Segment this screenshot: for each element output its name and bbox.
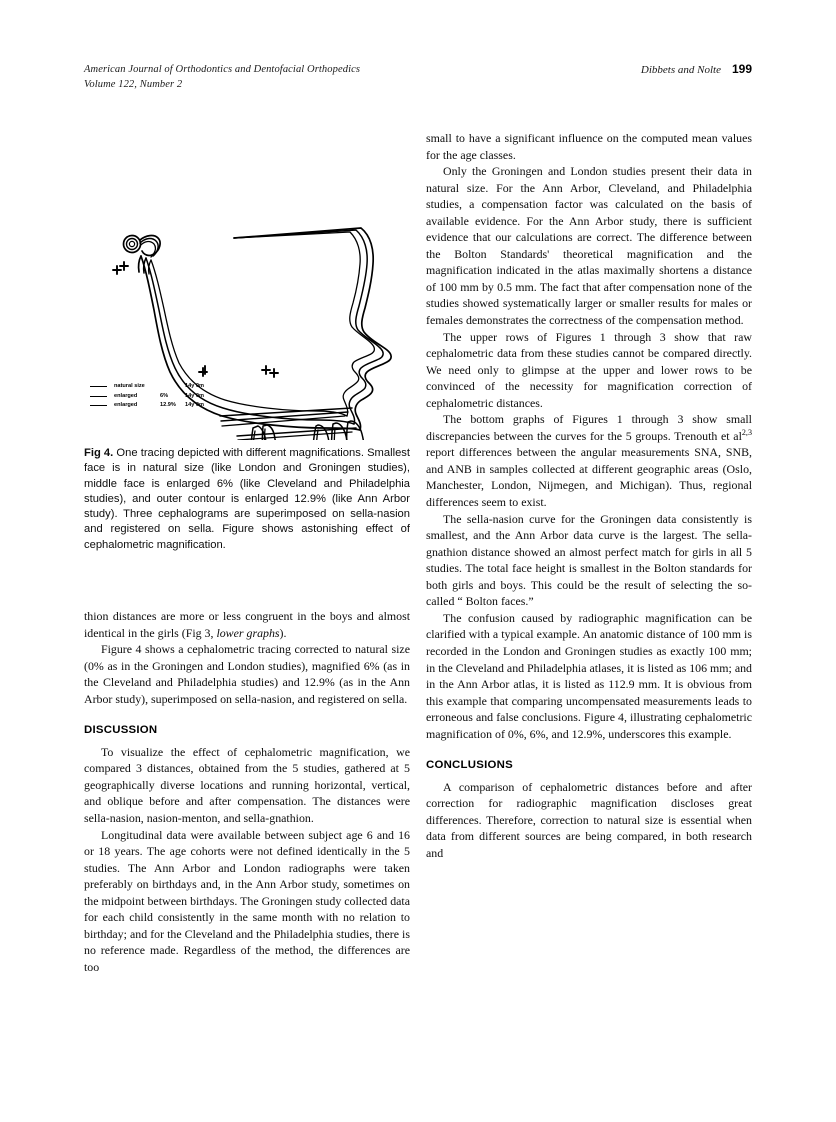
paragraph-continued-end: ).: [279, 625, 287, 640]
running-head: [84, 62, 752, 96]
maxillary-posterior-teeth: [313, 421, 364, 440]
paragraph-bottom-graphs-part2: report differences between the angular measurements SNA, SNB, and ANB in samples collected at different geographic areas (Oslo, Manchester, London, Nijmegen, and Michigan). Thus, regional differences seem to exist.: [426, 445, 752, 510]
conclusions-heading: CONCLUSIONS: [426, 759, 513, 772]
paragraph-discussion-1: To visualize the effect of cephalometric magnification, we compared 3 distances, obtained from the 5 studies, gathered at 5 geographically diverse locations and running horizontal, vertical, and oblique before and after compensation. The distances were sella-nasion, nasion-menton, and sella-gnathion.: [84, 744, 410, 826]
legend-label: enlarged: [114, 392, 138, 399]
legend-item: [90, 401, 204, 411]
discussion-heading: DISCUSSION: [84, 724, 158, 737]
figure-4: [84, 140, 410, 553]
legend-percent: 12.9%: [160, 402, 176, 409]
legend-item: [90, 392, 204, 402]
paragraph-figure4: Figure 4 shows a cephalometric tracing corrected to natural size (0% as in the Groningen and London studies), magnified 6% (as in the Cleveland and Philadelphia studies) and 12.9% (as in the Ann Arbor study), superimposed on sella-nasion, and registered on sella.: [84, 642, 410, 706]
legend-line-swatch: [90, 396, 107, 397]
paragraph-bottom-graphs: [426, 411, 752, 510]
legend-line-swatch: [90, 386, 107, 387]
journal-title-line1: American Journal of Orthodontics and Dentofacial Orthopedics: [84, 64, 361, 75]
paragraph-discussion-2: Longitudinal data were available between subject age 6 and 16 or 18 years. The age cohorts were not defined identically in the 5 studies. The Ann Arbor and London radiographs were taken preferably on birthdays and, in the Ann Arbor study, sometimes on the midpoint between birthdays. The Groningen study collected data for each child consistently in the same month with no relation to birthday; and for the Cleveland and the Philadelphia studies, there is no reference made. Regardless of the method, the differences are too: [84, 827, 410, 974]
right-column-body: [426, 130, 752, 862]
paragraph-upper-rows: The upper rows of Figures 1 through 3 show that raw cephalometric data from these studies cannot be compared directly. We need only to glimpse at the upper and lower rows to be convinced of the necessity for magnification correction of cephalometric distances.: [426, 329, 752, 410]
paragraph-continued: [84, 608, 410, 641]
legend-label: natural size: [114, 383, 145, 389]
figure-caption: [84, 446, 410, 553]
author-names: Dibbets and Nolte: [640, 64, 721, 76]
legend-age: 14y 0m: [185, 402, 204, 409]
paragraph-continued-italic: lower graphs: [216, 625, 280, 640]
legend-age: 14y 0m: [185, 392, 204, 399]
cephalometric-tracing-illustration: [84, 140, 410, 440]
journal-title: [84, 62, 360, 92]
paragraph-compensation: Only the Groningen and London studies present their data in natural size. For the Ann Arbor, Cleveland, and Philadelphia studies, a compensation factor was calculated on the basis of available evidence. For the Ann Arbor study, there is sufficient evidence that our calculations are correct. The difference between the Bolton Standards' theoretical magnification and the magnification indicated in the atlas maximally shortens a distance of 100 mm by 0.5 mm. The fact that after compensation none of the studies showed systematically larger or smaller results for males or females demonstrates the correctness of the compensation method.: [426, 164, 752, 328]
paragraph-conclusions: A comparison of cephalometric distances before and after correction for radiographic magnification discloses great differences. Therefore, correction to natural size is essential when data from different sources are being compared, in both research and: [426, 779, 752, 860]
maxillary-incisors: [251, 425, 277, 440]
page-number: 199: [731, 62, 752, 76]
paragraph-continued-text: thion distances are more or less congruent in the boys and almost identical in the girls (Fig 3,: [84, 609, 410, 640]
paragraph-continued: small to have a significant influence on the computed mean values for the age classes.: [426, 131, 752, 162]
journal-volume-line: Volume 122, Number 2: [84, 79, 183, 90]
figure-caption-text: One tracing depicted with different magnifications. Smallest face is in natural size (like London and Groningen studies), middle face is enlarged 6% (like Cleveland and Philadelphia studies), and outer contour is enlarged 12.9% (like Ann Arbor study). Three cephalograms are superimposed on sella-nasion and registered on sella. Figure shows astonishing effect of cephalometric magnification.: [84, 447, 410, 551]
left-column: [84, 608, 410, 975]
paragraph-sella-nasion: The sella-nasion curve for the Groningen data consistently is smallest, and the Ann Arbor data curve is the largest. The sella-gnathion distance showed an almost perfect match for girls in all 5 studies. The total face height is smallest in the Bolton standards for both girls and boys. This could be the result of selecting the so-called “ Bolton faces.”: [426, 511, 752, 609]
right-column: [426, 130, 752, 862]
reference-superscript: 2,3: [741, 427, 752, 437]
legend-line-swatch: [90, 405, 107, 406]
left-column-body: [84, 608, 410, 975]
legend-percent: 6%: [160, 392, 169, 399]
paragraph-confusion: The confusion caused by radiographic magnification can be clarified with a typical example. An anatomic distance of 100 mm is recorded in the London and Groningen studies as exactly 100 mm; in the Cleveland and Philadelphia atlases, it is listed as 106 mm; and in the Ann Arbor atlas, it is listed as 112.9 mm. It is obvious from this example that comparing uncompensated measurements leads to erroneous and false conclusions. Figure 4, illustrating cephalometric magnification of 0%, 6%, and 12.9%, underscores this example.: [426, 610, 752, 741]
legend-label: enlarged: [114, 402, 138, 409]
figure-legend: [90, 382, 204, 411]
paragraph-bottom-graphs-part1: The bottom graphs of Figures 1 through 3 show small discrepancies between the curves for the 5 groups. Trenouth et al: [426, 412, 752, 443]
legend-age: 14y 0m: [185, 383, 204, 389]
running-head-right: [641, 62, 752, 76]
figure-caption-label: Fig 4.: [84, 447, 114, 459]
legend-item: [90, 382, 204, 392]
